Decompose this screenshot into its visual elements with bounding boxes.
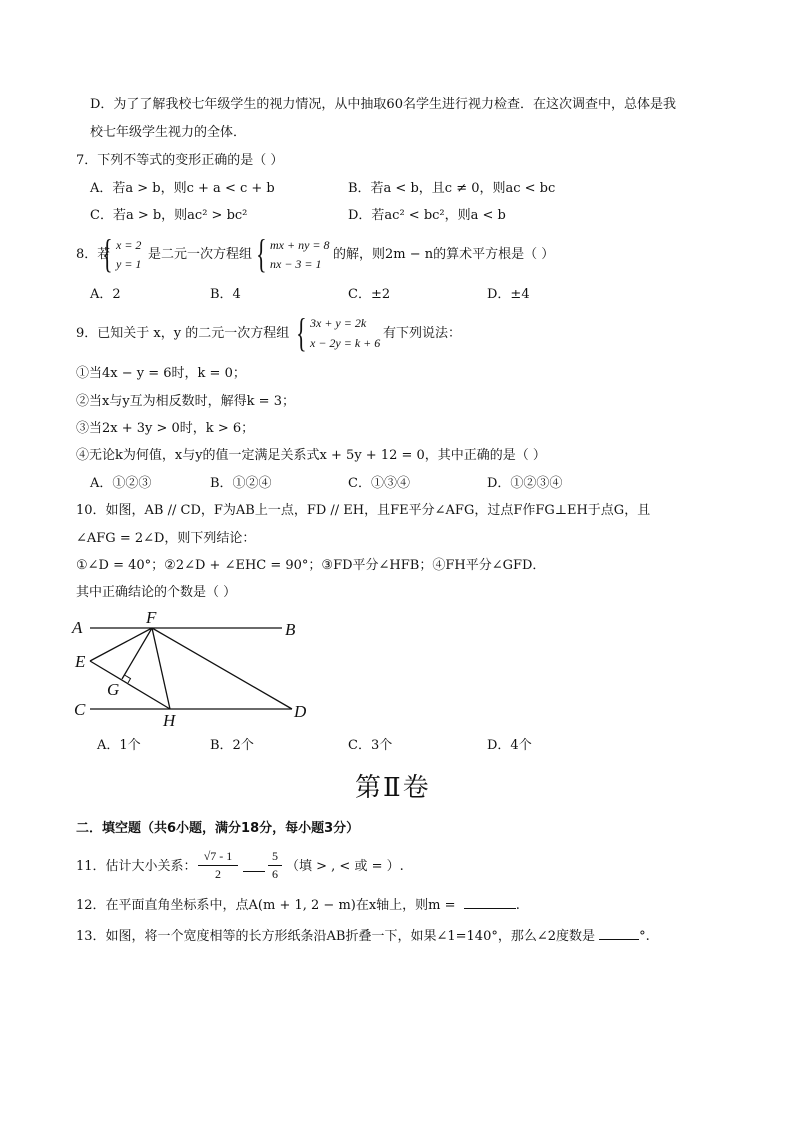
q8-solution-row2: y = 1 <box>116 257 142 271</box>
label-a: A <box>72 618 83 637</box>
q8-option-b: B．4 <box>210 287 241 302</box>
q8-system-brace: { <box>256 231 267 276</box>
q13-answer-blank[interactable] <box>599 939 639 940</box>
q8-system-row1: mx + ny = 8 <box>270 238 330 252</box>
q7-stem: 7．下列不等式的变形正确的是（ ） <box>76 153 284 168</box>
q9-prefix: 9．已知关于 x，y 的二元一次方程组 <box>76 326 290 341</box>
q7-option-c: C．若a > b，则ac² > bc² <box>90 208 248 223</box>
label-b: B <box>285 620 296 639</box>
label-d: D <box>294 702 307 721</box>
q9-suffix: 有下列说法： <box>383 326 462 341</box>
q7-option-b: B．若a < b，且c ≠ 0，则ac < bc <box>348 181 556 196</box>
segment-eh <box>90 661 170 709</box>
q9-statement-1: ①当4x − y = 6时，k = 0； <box>76 366 246 381</box>
q10-figure <box>60 605 330 735</box>
q12-text <box>76 897 520 915</box>
q10-option-d: D．4个 <box>487 738 532 753</box>
q9-statement-2: ②当x与y互为相反数时，解得k = 3； <box>76 394 295 409</box>
q10-line4: 其中正确结论的个数是（ ） <box>76 585 237 600</box>
q7-option-a: A．若a > b，则c + a < c + b <box>90 181 275 196</box>
q9-statement-3: ③当2x + 3y > 0时，k > 6； <box>76 421 255 436</box>
q9-option-d: D．①②③④ <box>487 476 563 491</box>
section-heading: 二．填空题（共6小题，满分18分，每小题3分） <box>76 821 360 836</box>
q11-fraction-1 <box>198 849 238 882</box>
q10-line2: ∠AFG = 2∠D，则下列结论： <box>76 531 256 546</box>
q10-option-b: B．2个 <box>210 738 254 753</box>
q8-system-row2: nx − 3 = 1 <box>270 257 322 271</box>
q13-stem: 13．如图，将一个宽度相等的长方形纸条沿AB折叠一下，如果∠1=140°，那么∠2度数是 <box>76 929 596 944</box>
segment-fh <box>152 628 170 709</box>
q8-option-d: D．±4 <box>487 287 530 302</box>
label-e: E <box>75 652 86 671</box>
q10-line1: 10．如图，AB // CD，F为AB上一点，FD // EH，且FE平分∠AFG，过点F作FG⊥EH于点G，且 <box>76 503 651 518</box>
q9-statement-4: ④无论k为何值，x与y的值一定满足关系式x + 5y + 12 = 0，其中正确的是（ ） <box>76 448 546 463</box>
label-g: G <box>107 680 120 699</box>
q6-option-d-line1: D．为了了解我校七年级学生的视力情况，从中抽取60名学生进行视力检查．在这次调查中，总体是我 <box>90 97 676 112</box>
q9-system-row2: x − 2y = k + 6 <box>310 336 381 350</box>
part2-title: 第Ⅱ卷 <box>355 773 431 803</box>
label-h: H <box>163 711 176 730</box>
q11-frac2-numerator: 5 <box>272 849 278 863</box>
q8-solution-brace: { <box>102 231 113 276</box>
q9-option-c: C．①③④ <box>348 476 410 491</box>
q9-option-b: B．①②④ <box>210 476 272 491</box>
q11-suffix: （填 > , < 或 = ）. <box>286 859 404 874</box>
q8-solution-row1: x = 2 <box>116 238 142 252</box>
q11-fraction-2 <box>268 849 282 882</box>
q12-answer-blank[interactable] <box>464 908 516 909</box>
q8-option-c: C．±2 <box>348 287 391 302</box>
q11-prefix: 11．估计大小关系： <box>76 859 197 874</box>
segment-fd <box>152 628 292 709</box>
q10-option-a: A．1个 <box>97 738 141 753</box>
q8-prefix: 8．若 <box>76 247 111 262</box>
q12-stem: 12．在平面直角坐标系中，点A(m + 1, 2 − m)在x轴上，则m = <box>76 898 456 913</box>
q12-end: . <box>515 898 520 913</box>
q10-option-c: C．3个 <box>348 738 393 753</box>
label-f: F <box>146 608 157 627</box>
q9-option-a: A．①②③ <box>90 476 152 491</box>
q13-text <box>76 928 650 946</box>
q9-system-row1: 3x + y = 2k <box>310 316 367 330</box>
q11-frac2-denominator: 6 <box>272 867 278 881</box>
q9-system-brace: { <box>296 310 307 355</box>
q8-mid: 是二元一次方程组 <box>148 247 253 262</box>
q8-suffix: 的解，则2m − n的算术平方根是（ ） <box>333 247 555 262</box>
q7-option-d: D．若ac² < bc²，则a < b <box>348 208 506 223</box>
q11-frac1-denominator: 2 <box>215 867 221 881</box>
q8-option-a: A．2 <box>90 287 121 302</box>
q6-option-d-line2: 校七年级学生视力的全体． <box>90 125 247 140</box>
q11-answer-blank[interactable] <box>243 871 265 872</box>
q10-line3: ①∠D = 40°；②2∠D + ∠EHC = 90°；③FD平分∠HFB；④FH平分∠GFD． <box>76 558 546 573</box>
q11-frac1-numerator: √7 - 1 <box>203 849 233 863</box>
label-c: C <box>74 700 86 719</box>
q13-end: °. <box>639 929 650 944</box>
